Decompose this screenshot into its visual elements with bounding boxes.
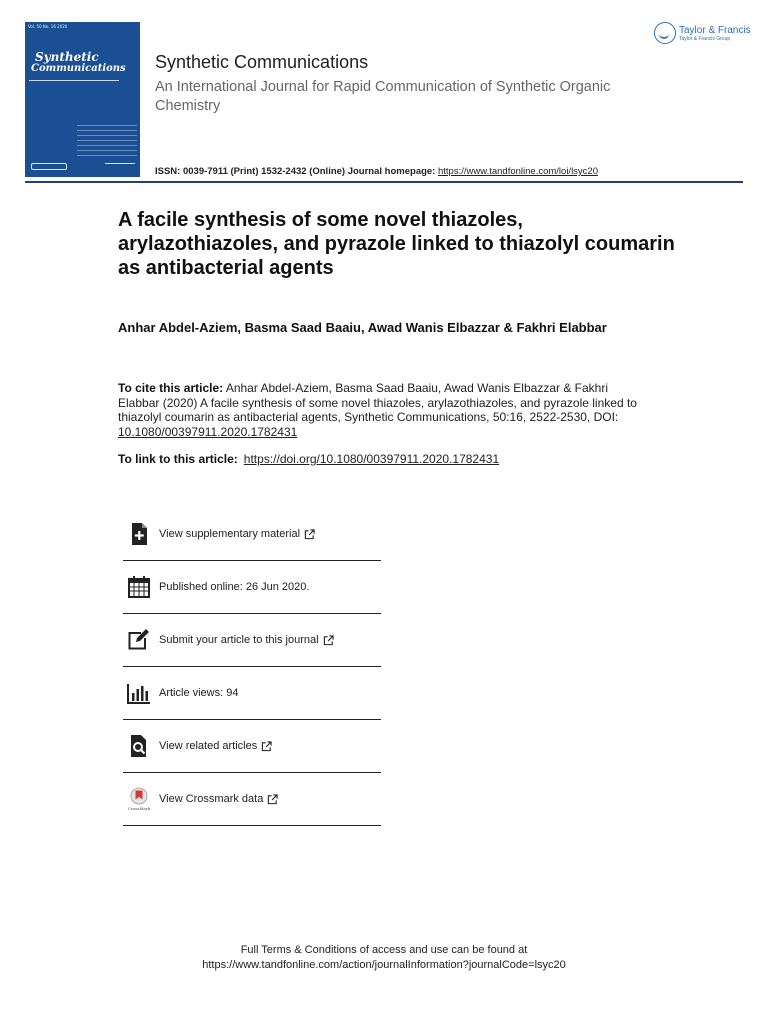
journal-title[interactable]: Synthetic Communications: [155, 52, 369, 72]
document-plus-icon: [127, 522, 151, 546]
cover-divider: [29, 80, 119, 88]
cover-issue-mark: [105, 163, 135, 169]
publisher-name: Taylor & Francis: [679, 24, 751, 36]
terms-url[interactable]: https://www.tandfonline.com/action/journalInformation?journalCode=lsyc20: [202, 959, 566, 971]
citation-label: To cite this article:: [118, 381, 224, 395]
issn-line: [155, 166, 598, 177]
cover-title-line1: Synthetic: [35, 50, 99, 64]
crossmark-label: View Crossmark data: [159, 793, 264, 805]
bar-chart-icon: [127, 681, 151, 705]
edit-icon: [127, 628, 151, 652]
external-link-icon: [267, 794, 278, 805]
terms-line: Full Terms & Conditions of access and use can be found at: [240, 944, 528, 956]
related-articles-label: View related articles: [159, 740, 258, 752]
supplementary-material-item[interactable]: [123, 508, 381, 561]
article-views-item: [123, 667, 381, 720]
external-link-icon: [261, 741, 272, 752]
article-title: A facile synthesis of some novel thiazoles, arylazothiazoles, and pyrazole linked to thiazolyl coumarin as antibacterial agents: [118, 209, 675, 279]
publisher-logo[interactable]: [654, 22, 751, 44]
submit-article-label: Submit your article to this journal: [159, 634, 319, 646]
issn-text: ISSN: 0039-7911 (Print) 1532-2432 (Online) Journal homepage:: [155, 166, 438, 177]
taylor-francis-logo-icon: [654, 22, 676, 44]
cover-title-line2: Communications: [31, 63, 126, 74]
submit-article-item[interactable]: [123, 614, 381, 667]
article-doi-link[interactable]: https://doi.org/10.1080/00397911.2020.1782431: [243, 452, 500, 466]
terms-footer: [0, 943, 768, 973]
publisher-group: Taylor & Francis Group: [679, 35, 731, 42]
cover-editors-block: [77, 122, 137, 157]
journal-subtitle: An International Journal for Rapid Communication of Synthetic Organic Chemistry: [155, 79, 611, 114]
external-link-icon: [304, 529, 315, 540]
citation-text: Anhar Abdel-Aziem, Basma Saad Baaiu, Awad Wanis Elbazzar & Fakhri Elabbar (2020) A facile synthesis of some novel thiazoles, arylazothiazoles, and pyrazole linked to thiazolyl coumarin as antibacterial agents, Synthetic Communications, 50:16, 2522-2530, DOI:: [118, 381, 637, 424]
article-authors: Anhar Abdel-Aziem, Basma Saad Baaiu, Awad Wanis Elbazzar & Fakhri Elabbar: [118, 320, 607, 335]
crossmark-item[interactable]: [123, 773, 381, 826]
header-divider: [25, 181, 743, 183]
crossmark-logo-text: CrossMark: [127, 806, 151, 811]
article-views-label: Article views: 94: [159, 687, 239, 699]
journal-cover: [25, 22, 140, 177]
published-online-label: Published online: 26 Jun 2020.: [159, 581, 310, 593]
citation-block: [118, 381, 643, 439]
article-link-line: [118, 452, 658, 466]
document-search-icon: [127, 734, 151, 758]
article-link-label: To link to this article:: [118, 452, 238, 466]
journal-homepage-link[interactable]: https://www.tandfonline.com/loi/lsyc20: [438, 166, 598, 177]
published-online-item: [123, 561, 381, 614]
calendar-icon: [127, 575, 151, 599]
crossmark-icon: [127, 787, 151, 811]
article-info-list: [123, 508, 381, 826]
related-articles-item[interactable]: [123, 720, 381, 773]
supplementary-material-label: View supplementary material: [159, 528, 301, 540]
cover-publisher-logo: [31, 163, 67, 170]
cover-issue-line: Vol. 50 No. 16 2020: [28, 24, 68, 29]
external-link-icon: [323, 635, 334, 646]
citation-doi-link[interactable]: 10.1080/00397911.2020.1782431: [118, 424, 298, 439]
